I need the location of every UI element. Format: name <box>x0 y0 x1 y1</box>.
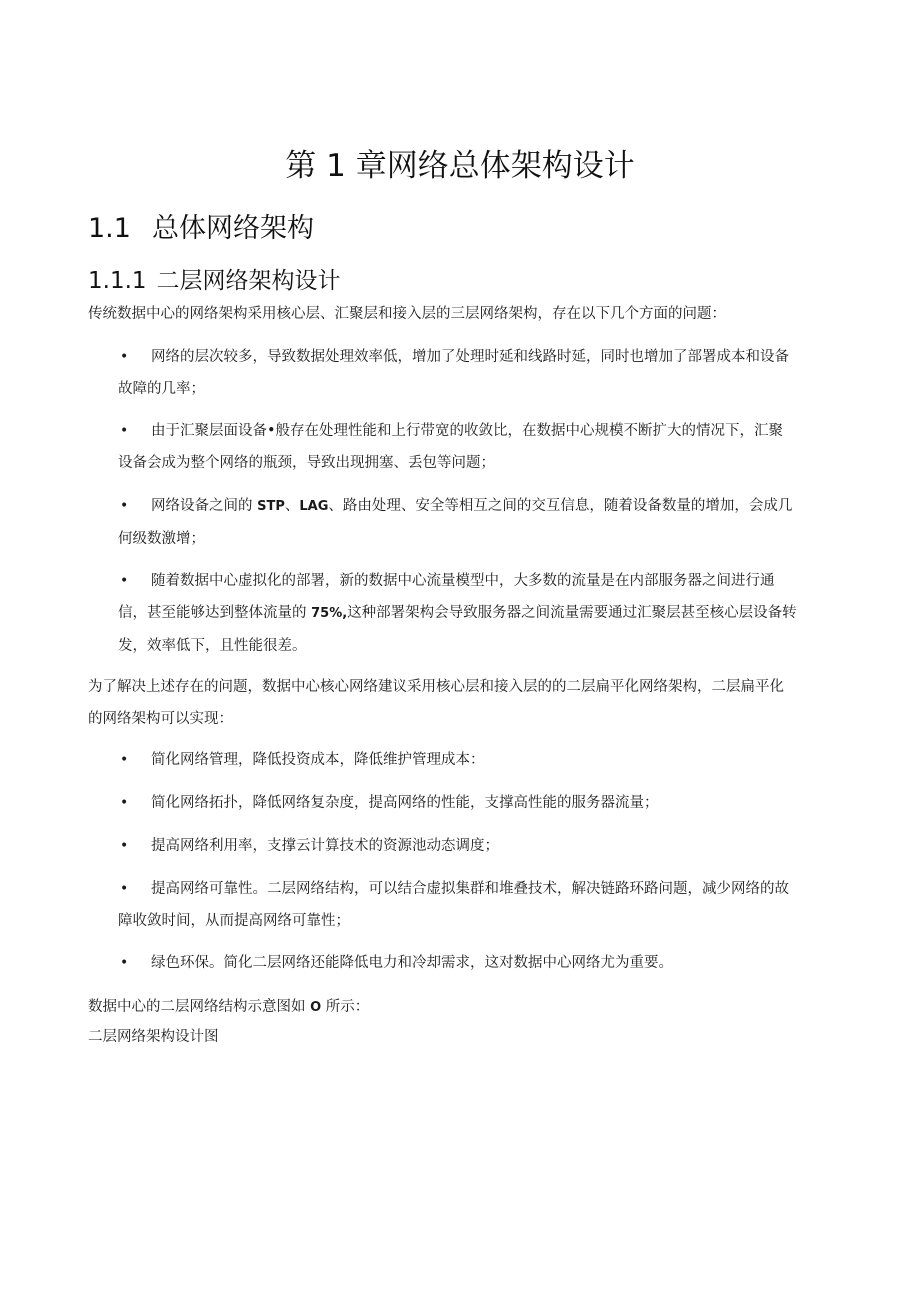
benefit-4-line-1: 提高网络可靠性。二层网络结构，可以结合虚拟集群和堆叠技术，解决链路环路问题，减少网络的故 <box>151 881 789 897</box>
bullet-icon: • <box>120 349 129 365</box>
solution-line-1: 为了解决上述存在的问题，数据中心核心网络建议采用核心层和接入层的的二层扁平化网络架构，二层扁平化 <box>88 679 784 695</box>
benefit-item-5 <box>88 947 838 979</box>
figure-ref-text-a: 数据中心的二层网络结构示意图如 <box>88 999 311 1015</box>
intro-paragraph: 传统数据中心的网络架构采用核心层、汇聚层和接入层的三层网络架构，存在以下几个方面的问题： <box>88 306 726 322</box>
subsection-number: 1.1.1 <box>88 268 147 294</box>
solution-line-2: 的网络架构可以实现： <box>88 711 233 727</box>
lag-term: LAG <box>299 499 329 514</box>
bullet-icon: • <box>120 423 129 439</box>
problem-item-3 <box>88 490 838 555</box>
problem-4-line-2 <box>88 597 838 630</box>
problem-3-line-1 <box>88 490 838 523</box>
bullet-icon: • <box>120 573 129 589</box>
bullet-icon: • <box>120 955 129 971</box>
subsection-title: 二层网络架构设计 <box>156 268 341 294</box>
problem-3-line-2: 何级数激增； <box>118 531 205 547</box>
figure-reference <box>88 991 836 1024</box>
problem-1-line-2: 故障的几率； <box>118 381 205 397</box>
problem-item-2 <box>88 415 838 479</box>
stp-term: STP <box>257 499 285 514</box>
benefit-5-line-1: 绿色环保。简化二层网络还能降低电力和冷却需求，这对数据中心网络尤为重要。 <box>151 955 673 971</box>
bullet-icon: • <box>120 752 129 768</box>
section-title: 总体网络架构 <box>152 213 314 244</box>
percent-value: 75%, <box>311 606 348 621</box>
figure-caption: 二层网络架构设计图 <box>88 1029 219 1045</box>
problem-item-1 <box>88 341 838 405</box>
bullet-icon: • <box>120 838 129 854</box>
problem-4-line-3: 发，效率低下，且性能很差。 <box>118 638 307 654</box>
benefit-item-4 <box>88 873 838 937</box>
problem-3-text-a: 网络设备之间的 <box>151 498 258 514</box>
problem-item-4 <box>88 565 838 662</box>
benefit-4-line-2: 障收敛时间，从而提高网络可靠性； <box>118 913 350 929</box>
solution-paragraph <box>88 671 836 735</box>
problem-1-line-1: 网络的层次较多，导致数据处理效率低，增加了处理时延和线路时延，同时也增加了部署成本和设备 <box>151 349 789 365</box>
benefit-item-1 <box>88 744 838 776</box>
chapter-title: 第 1 章网络总体架构设计 <box>285 148 635 184</box>
benefit-3-line-1: 提高网络利用率，支撑云计算技术的资源池动态调度； <box>151 838 499 854</box>
problem-4-text-a: 信，甚至能够达到整体流量的 <box>118 605 312 621</box>
problem-3-text-c: 、路由处理、安全等相互之间的交互信息，随着设备数量的增加，会成几 <box>328 498 793 514</box>
benefit-2-line-1: 简化网络拓扑，降低网络复杂度，提高网络的性能，支撑高性能的服务器流量； <box>151 795 659 811</box>
benefit-1-line-1: 简化网络管理，降低投资成本，降低维护管理成本： <box>151 752 485 768</box>
problem-2-line-2: 设备会成为整个网络的瓶颈，导致出现拥塞、丢包等问题； <box>118 455 495 471</box>
problem-4-text-b: 这种部署架构会导致服务器之间流量需要通过汇聚层甚至核心层设备转 <box>347 605 797 621</box>
benefit-item-3 <box>88 830 838 862</box>
bullet-icon: • <box>120 881 129 897</box>
problem-2-line-1: 由于汇聚层面设备•般存在处理性能和上行带宽的收敛比，在数据中心规模不断扩大的情况下，汇聚 <box>151 423 784 439</box>
benefit-item-2 <box>88 787 838 819</box>
bullet-icon: • <box>120 795 129 811</box>
bullet-icon: • <box>120 498 129 514</box>
section-heading <box>88 206 314 245</box>
problem-3-text-b: 、 <box>284 498 300 514</box>
problem-4-line-1: 随着数据中心虚拟化的部署，新的数据中心流量模型中，大多数的流量是在内部服务器之间进行通 <box>151 573 775 589</box>
figure-ref-text-b: 所示： <box>321 999 370 1015</box>
subsection-heading <box>88 262 341 295</box>
figure-ref-number: O <box>310 1000 322 1015</box>
section-number: 1.1 <box>88 213 131 244</box>
